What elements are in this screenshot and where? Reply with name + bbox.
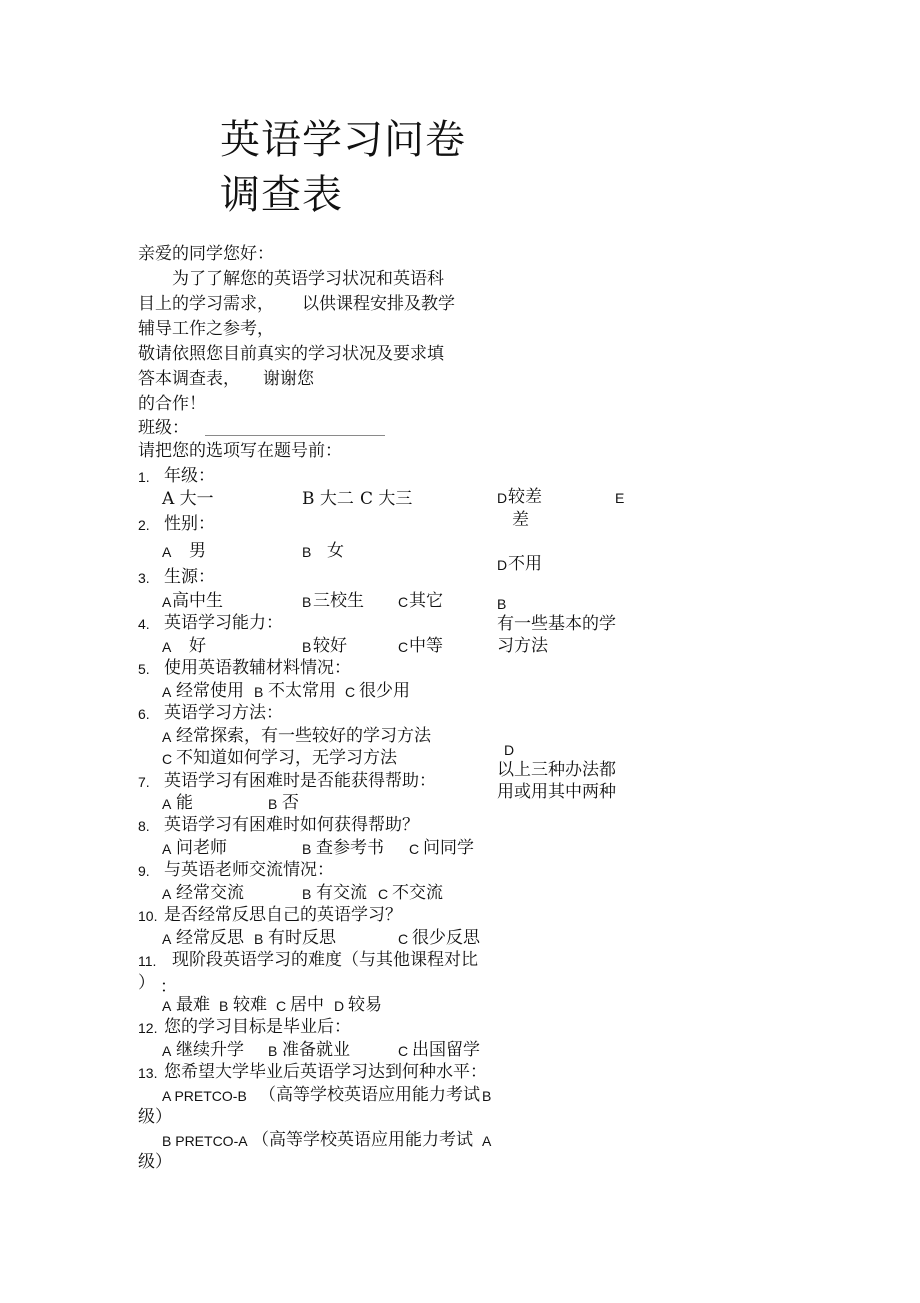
- q12-number: 12.: [138, 1020, 158, 1036]
- intro-line-6: 的合作！: [138, 394, 206, 414]
- q2-option-b-letter: B: [302, 544, 312, 560]
- q3-option-b-letter: B: [302, 594, 312, 610]
- q12-option-a-letter: A: [162, 1043, 172, 1059]
- q13-option-b-level: A: [482, 1133, 492, 1149]
- q13-option-a-level: B: [482, 1088, 492, 1104]
- q7-text: 英语学习有困难时是否能获得帮助：: [164, 771, 436, 791]
- q5-option-b: 不太常用: [268, 681, 336, 701]
- q6-option-c-letter: C: [162, 751, 173, 767]
- q9-text: 与英语老师交流情况：: [164, 860, 334, 880]
- q8-option-d-line2: 用或用其中两种: [497, 782, 616, 802]
- q8-option-b-letter: B: [302, 841, 312, 857]
- q8-option-c: 问同学: [423, 838, 474, 858]
- q4-option-b: 较好: [313, 636, 347, 656]
- q5-option-d: 不用: [508, 554, 542, 574]
- q1-option-e: 差: [512, 510, 529, 530]
- q12-option-b-letter: B: [268, 1043, 278, 1059]
- q4-number: 4.: [138, 616, 150, 632]
- q1-option-d-letter: D: [497, 490, 508, 506]
- intro-line-1: 为了了解您的英语学习状况和英语科: [172, 269, 444, 289]
- q9-option-b-letter: B: [302, 886, 312, 902]
- q10-number: 10.: [138, 908, 158, 924]
- class-label: 班级：: [138, 418, 189, 438]
- q6-option-b-line1: 有一些基本的学: [497, 614, 616, 634]
- q8-number: 8.: [138, 818, 150, 834]
- q9-option-a: 经常交流: [176, 883, 244, 903]
- class-blank-line[interactable]: [205, 435, 385, 436]
- q5-option-a: 经常使用: [176, 681, 244, 701]
- q4-option-a-letter: A: [162, 639, 172, 655]
- q11-option-b-letter: B: [219, 998, 229, 1014]
- q4-option-b-letter: B: [302, 639, 312, 655]
- q11-option-b: 较难: [233, 995, 267, 1015]
- q7-option-b-letter: B: [268, 796, 278, 812]
- q9-option-c: 不交流: [392, 883, 443, 903]
- q9-number: 9.: [138, 863, 150, 879]
- intro-line-2b: 以供课程安排及教学: [302, 294, 455, 314]
- q13-option-a: （高等学校英语应用能力考试: [259, 1085, 480, 1105]
- q12-option-c-letter: C: [398, 1043, 409, 1059]
- q4-option-a: 好: [189, 636, 206, 656]
- q5-option-a-letter: A: [162, 684, 172, 700]
- q11-option-a: 最难: [176, 995, 210, 1015]
- q10-option-c-letter: C: [398, 931, 409, 947]
- q10-text: 是否经常反思自己的英语学习？: [164, 905, 402, 925]
- q13-option-b-cont: 级）: [138, 1152, 172, 1172]
- q5-option-b-letter: B: [254, 684, 264, 700]
- q13-number: 13.: [138, 1065, 158, 1081]
- q9-option-b: 有交流: [316, 883, 367, 903]
- q4-option-c: 中等: [409, 636, 443, 656]
- q13-option-b: （高等学校英语应用能力考试: [252, 1130, 473, 1150]
- q8-option-d-letter: D: [504, 742, 515, 758]
- q11-option-d: 较易: [348, 995, 382, 1015]
- page-title-line1: 英语学习问卷: [220, 117, 466, 163]
- q5-option-c: 很少用: [359, 681, 410, 701]
- q8-text: 英语学习有困难时如何获得帮助？: [164, 815, 419, 835]
- q9-option-a-letter: A: [162, 886, 172, 902]
- q3-option-c-letter: C: [398, 594, 409, 610]
- q2-option-b: 女: [327, 541, 344, 561]
- intro-line-5: 答本调查表，: [138, 369, 240, 389]
- intro-line-4: 敬请依照您目前真实的学习状况及要求填: [138, 344, 444, 364]
- q3-option-b: 三校生: [313, 591, 364, 611]
- intro-line-3: 辅导工作之参考，: [138, 319, 274, 339]
- q2-option-a-letter: A: [162, 544, 172, 560]
- q11-text-colon: ：: [160, 977, 177, 997]
- q6-option-b-letter: B: [497, 596, 507, 612]
- q10-option-b: 有时反思: [268, 928, 336, 948]
- q12-option-b: 准备就业: [282, 1040, 350, 1060]
- q10-option-a-letter: A: [162, 931, 172, 947]
- q2-text: 性别：: [164, 514, 215, 534]
- q5-option-d-letter: D: [497, 557, 508, 573]
- q1-option-d: 较差: [508, 487, 542, 507]
- q3-option-a-letter: A: [162, 594, 172, 610]
- greeting: 亲爱的同学您好：: [138, 244, 274, 264]
- q8-option-b: 查参考书: [316, 838, 384, 858]
- q8-option-c-letter: C: [409, 841, 420, 857]
- q1-option-e-letter: E: [615, 490, 625, 506]
- q10-option-c: 很少反思: [412, 928, 480, 948]
- q12-text: 您的学习目标是毕业后：: [164, 1017, 351, 1037]
- q10-option-b-letter: B: [254, 931, 264, 947]
- q11-option-c-letter: C: [276, 998, 287, 1014]
- q4-text: 英语学习能力：: [164, 613, 283, 633]
- intro-line-2: 目上的学习需求，: [138, 294, 274, 314]
- q7-number: 7.: [138, 774, 150, 790]
- q12-option-a: 继续升学: [176, 1040, 244, 1060]
- q7-option-a: 能: [176, 793, 193, 813]
- q1-text: 年级：: [164, 466, 215, 486]
- q6-option-a-letter: A: [162, 729, 172, 745]
- q2-option-a: 男: [189, 541, 206, 561]
- q3-text: 生源：: [164, 567, 215, 587]
- q1-option-c: C 大三: [360, 489, 413, 509]
- q4-option-c-letter: C: [398, 639, 409, 655]
- q11-option-d-letter: D: [334, 998, 345, 1014]
- q3-option-a: 高中生: [172, 591, 223, 611]
- q13-text: 您希望大学毕业后英语学习达到何种水平：: [164, 1062, 487, 1082]
- intro-line-5b: 谢谢您: [263, 369, 314, 389]
- q1-option-a: A 大一: [162, 489, 214, 509]
- q3-option-c: 其它: [409, 591, 443, 611]
- q5-text: 使用英语教辅材料情况：: [164, 658, 351, 678]
- q8-option-d-line1: 以上三种办法都: [497, 760, 616, 780]
- q1-option-b: B 大二: [302, 489, 354, 509]
- page-title-line2: 调查表: [220, 172, 343, 218]
- q5-option-c-letter: C: [345, 684, 356, 700]
- q9-option-c-letter: C: [378, 886, 389, 902]
- q10-option-a: 经常反思: [176, 928, 244, 948]
- q6-option-c: 不知道如何学习，无学习方法: [176, 748, 397, 768]
- q3-number: 3.: [138, 570, 150, 586]
- q13-option-a-code: A PRETCO-B: [162, 1088, 247, 1104]
- q5-number: 5.: [138, 661, 150, 677]
- q7-option-b: 否: [282, 793, 299, 813]
- q8-option-a-letter: A: [162, 841, 172, 857]
- q11-text: 现阶段英语学习的难度（与其他课程对比: [172, 950, 478, 970]
- q6-option-a: 经常探索，有一些较好的学习方法: [176, 726, 431, 746]
- instruction: 请把您的选项写在题号前：: [138, 441, 342, 461]
- q11-text-cont: ）: [138, 973, 155, 993]
- q12-option-c: 出国留学: [412, 1040, 480, 1060]
- q13-option-a-cont: 级）: [138, 1107, 172, 1127]
- q2-number: 2.: [138, 517, 150, 533]
- q11-option-c: 居中: [290, 995, 324, 1015]
- q6-number: 6.: [138, 706, 150, 722]
- q8-option-a: 问老师: [176, 838, 227, 858]
- q1-number: 1.: [138, 469, 150, 485]
- q6-option-b-line2: 习方法: [497, 636, 548, 656]
- q7-option-a-letter: A: [162, 796, 172, 812]
- q13-option-b-code: B PRETCO-A: [162, 1133, 248, 1149]
- q11-option-a-letter: A: [162, 998, 172, 1014]
- q6-text: 英语学习方法：: [164, 703, 283, 723]
- q11-number: 11.: [138, 953, 157, 969]
